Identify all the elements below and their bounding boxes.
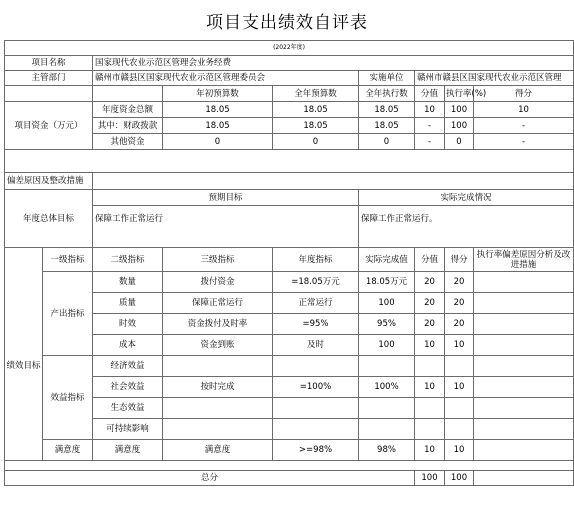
indicator-deviation [474, 272, 574, 293]
form-title: 项目支出绩效自评表 [206, 13, 368, 33]
fund-row-rate: 0 [445, 134, 474, 150]
impl-value: 赣州市赣县区国家现代农业示范区管理 [415, 71, 574, 86]
indicator-target: 正常运行 [273, 293, 359, 314]
indicator-actual [359, 398, 415, 419]
perf-goal-label: 绩效目标 [5, 272, 43, 461]
fund-header-exec: 全年执行数 [359, 86, 415, 102]
fund-row-value: - [415, 134, 445, 150]
indicator-deviation [474, 377, 574, 398]
indicator-l3: 满意度 [163, 440, 273, 461]
fund-row-initial: 18.05 [163, 118, 273, 134]
annual-goal-label: 年度总体目标 [5, 190, 93, 248]
indicator-l3: 拨付资金 [163, 272, 273, 293]
indicator-l2: 质量 [93, 293, 163, 314]
indicator-score [445, 419, 474, 440]
indicator-actual [359, 356, 415, 377]
fund-header-full: 全年预算数 [273, 86, 359, 102]
indicator-l2: 社会效益 [93, 377, 163, 398]
expected-goal-text: 保障工作正常运行 [93, 206, 359, 232]
indicator-score [445, 398, 474, 419]
fund-row-full: 0 [273, 134, 359, 150]
indicator-l3: 资金拨付及时率 [163, 314, 273, 335]
indicator-score [445, 356, 474, 377]
fund-row-value: - [415, 118, 445, 134]
fund-row-rate: 100 [445, 102, 474, 118]
fund-header-initial: 年初预算数 [163, 86, 273, 102]
ind-header-value: 分值 [415, 248, 445, 272]
ind-header-score: 得分 [445, 248, 474, 272]
indicator-value: 20 [415, 314, 445, 335]
project-name-value: 国家现代农业示范区管理会业务经费 [93, 56, 574, 71]
indicator-actual: 95% [359, 314, 415, 335]
indicator-target: 及时 [273, 335, 359, 356]
ind-header-actual: 实际完成值 [359, 248, 415, 272]
indicator-score: 10 [445, 335, 474, 356]
indicator-score: 20 [445, 272, 474, 293]
indicator-l3 [163, 356, 273, 377]
fund-row-score: 10 [474, 102, 574, 118]
dept-value: 赣州市赣县区国家现代农业示范区管理委员会 [93, 71, 359, 86]
dept-label: 主管部门 [5, 71, 93, 86]
indicator-l3: 资金到账 [163, 335, 273, 356]
satisfaction-indicator-label: 满意度 [43, 440, 93, 461]
indicator-l2: 时效 [93, 314, 163, 335]
indicator-value: 20 [415, 293, 445, 314]
fund-row-exec: 0 [359, 134, 415, 150]
benefit-indicator-label: 效益指标 [43, 356, 93, 440]
indicator-value: 10 [415, 377, 445, 398]
ind-header-deviation: 执行率偏差原因分析及改进措施 [474, 248, 574, 272]
indicator-score: 10 [445, 377, 474, 398]
fund-row-rate: 100 [445, 118, 474, 134]
fund-row-full: 18.05 [273, 102, 359, 118]
indicator-actual [359, 419, 415, 440]
indicator-actual: 18.05万元 [359, 272, 415, 293]
year-label: (2022年度) [5, 41, 574, 56]
fund-row-score: - [474, 118, 574, 134]
indicator-deviation [474, 440, 574, 461]
output-indicator-label: 产出指标 [43, 272, 93, 356]
indicator-l2: 经济效益 [93, 356, 163, 377]
fund-row-name: 其中：财政拨款 [93, 118, 163, 134]
fund-row-name: 其他资金 [93, 134, 163, 150]
indicator-l2: 数量 [93, 272, 163, 293]
fund-row-exec: 18.05 [359, 118, 415, 134]
actual-goal-header: 实际完成情况 [359, 190, 574, 206]
indicator-l3 [163, 419, 273, 440]
indicator-l3: 按时完成 [163, 377, 273, 398]
indicator-deviation [474, 419, 574, 440]
indicator-score: 20 [445, 314, 474, 335]
indicator-target: =100% [273, 377, 359, 398]
indicator-target [273, 398, 359, 419]
total-value: 100 [415, 471, 445, 486]
indicator-l2: 成本 [93, 335, 163, 356]
indicator-actual: 100 [359, 293, 415, 314]
indicator-value: 20 [415, 272, 445, 293]
indicator-value [415, 419, 445, 440]
fund-row-value: 10 [415, 102, 445, 118]
indicator-actual: 100 [359, 335, 415, 356]
deviation-label: 偏差原因及整改措施 [5, 173, 93, 190]
ind-header-l1: 一级指标 [43, 248, 93, 272]
fund-row-initial: 18.05 [163, 102, 273, 118]
ind-header-l2: 二级指标 [93, 248, 163, 272]
indicator-deviation [474, 356, 574, 377]
indicator-score: 10 [445, 440, 474, 461]
indicator-target [273, 356, 359, 377]
expected-goal-header: 预期目标 [93, 190, 359, 206]
indicator-target [273, 419, 359, 440]
indicator-score: 20 [445, 293, 474, 314]
deviation-value [93, 173, 574, 190]
indicator-l2: 生态效益 [93, 398, 163, 419]
indicator-value: 10 [415, 440, 445, 461]
ind-header-l3: 三级指标 [163, 248, 273, 272]
total-label: 总分 [5, 471, 415, 486]
indicator-l3: 保障正常运行 [163, 293, 273, 314]
indicator-deviation [474, 335, 574, 356]
impl-label: 实施单位 [359, 71, 415, 86]
fund-header-value: 分值 [415, 86, 445, 102]
evaluation-table [4, 40, 574, 486]
fund-header-rate: 执行率(%) [445, 86, 474, 102]
indicator-l2: 满意度 [93, 440, 163, 461]
fund-header-score: 得分 [474, 86, 574, 102]
indicator-deviation [474, 398, 574, 419]
total-score: 100 [445, 471, 474, 486]
indicator-target: >=98% [273, 440, 359, 461]
indicator-value: 10 [415, 335, 445, 356]
indicator-target: =18.05万元 [273, 272, 359, 293]
indicator-value [415, 356, 445, 377]
fund-row-name: 年度资金总额 [93, 102, 163, 118]
fund-label: 项目资金（万元） [5, 102, 93, 150]
indicator-value [415, 398, 445, 419]
fund-row-full: 18.05 [273, 118, 359, 134]
fund-row-initial: 0 [163, 134, 273, 150]
fund-row-exec: 18.05 [359, 102, 415, 118]
indicator-deviation [474, 314, 574, 335]
indicator-actual: 98% [359, 440, 415, 461]
actual-goal-text: 保障工作正常运行。 [359, 206, 574, 232]
indicator-target: =95% [273, 314, 359, 335]
indicator-actual: 100% [359, 377, 415, 398]
project-name-label: 项目名称 [5, 56, 93, 71]
indicator-l3 [163, 398, 273, 419]
indicator-deviation [474, 293, 574, 314]
indicator-l2: 可持续影响 [93, 419, 163, 440]
fund-row-score: - [474, 134, 574, 150]
ind-header-target: 年度指标 [273, 248, 359, 272]
